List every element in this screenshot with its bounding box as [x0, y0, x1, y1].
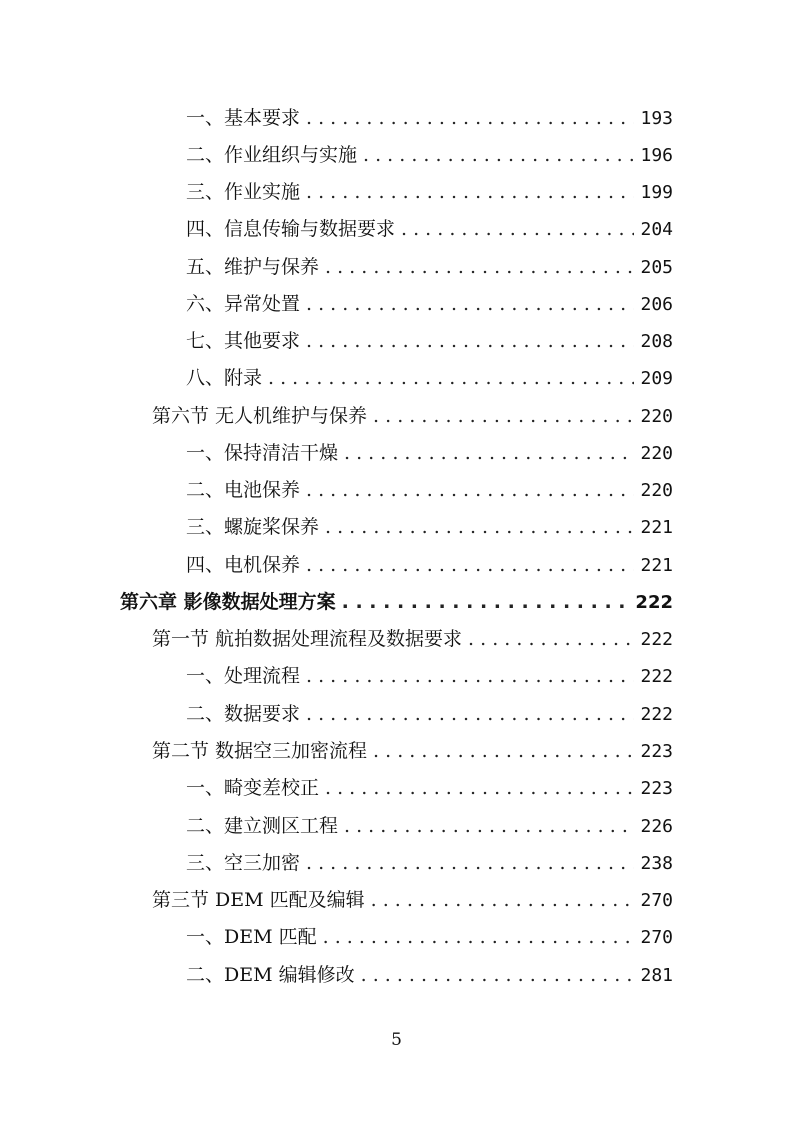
toc-entry[interactable]	[152, 398, 673, 435]
toc-entry-page: 220	[640, 406, 673, 427]
dot-leader	[306, 323, 634, 360]
toc-entry-page: 270	[640, 890, 673, 911]
toc-entry[interactable]	[186, 360, 673, 397]
toc-entry[interactable]	[152, 733, 673, 770]
toc-entry-page: 238	[640, 853, 673, 874]
dot-leader	[344, 435, 634, 472]
dot-leader	[325, 249, 634, 286]
dot-leader	[306, 658, 634, 695]
dot-leader	[363, 137, 634, 174]
dot-leader	[306, 174, 634, 211]
toc-entry[interactable]	[186, 845, 673, 882]
toc-entry-title: 第三节 DEM 匹配及编辑	[152, 889, 365, 911]
toc-entry[interactable]	[186, 808, 673, 845]
toc-entry-page: 205	[640, 257, 673, 278]
toc-entry[interactable]	[186, 435, 673, 472]
dot-leader	[268, 360, 634, 397]
toc-entry-page: 222	[635, 592, 673, 613]
page-number: 5	[391, 1030, 402, 1050]
dot-leader	[373, 398, 634, 435]
toc-entry-page: 221	[640, 555, 673, 576]
toc-entry-page: 223	[640, 778, 673, 799]
toc-entry-page: 193	[640, 108, 673, 129]
toc-entry[interactable]	[152, 882, 673, 919]
toc-entry-title: 一、DEM 匹配	[186, 926, 317, 948]
toc-entry[interactable]	[186, 509, 673, 546]
dot-leader	[323, 919, 635, 956]
toc-entry[interactable]	[186, 286, 673, 323]
dot-leader	[306, 845, 634, 882]
dot-leader	[361, 957, 635, 994]
toc-entry-page: 226	[640, 816, 673, 837]
toc-entry[interactable]	[186, 658, 673, 695]
toc-entry-title: 六、异常处置	[186, 293, 301, 315]
toc-entry[interactable]	[186, 174, 673, 211]
toc-entry-title: 一、基本要求	[186, 107, 301, 129]
toc-entry[interactable]	[186, 919, 673, 956]
toc-entry-page: 220	[640, 443, 673, 464]
dot-leader	[342, 584, 630, 621]
dot-leader	[468, 621, 634, 658]
toc-entry-title: 一、保持清洁干燥	[186, 442, 339, 464]
toc-entry[interactable]	[186, 770, 673, 807]
toc-entry-page: 281	[640, 965, 673, 986]
toc-entry[interactable]	[186, 249, 673, 286]
toc-entry[interactable]	[120, 584, 673, 621]
toc-entry-title: 八、附录	[186, 367, 263, 389]
toc-entry-page: 223	[640, 741, 673, 762]
toc-entry-page: 199	[640, 182, 673, 203]
toc-entry-page: 270	[640, 927, 673, 948]
toc-entry-title: 二、作业组织与实施	[186, 144, 358, 166]
toc-entry-title: 五、维护与保养	[186, 256, 320, 278]
dot-leader	[306, 286, 634, 323]
toc-entry-title: 七、其他要求	[186, 330, 301, 352]
toc-entry-title: 二、建立测区工程	[186, 815, 339, 837]
toc-entry-title: 二、电池保养	[186, 479, 301, 501]
toc-entry-page: 222	[640, 666, 673, 687]
toc-entry-title: 二、数据要求	[186, 703, 301, 725]
toc-entry-title: 一、畸变差校正	[186, 777, 320, 799]
dot-leader	[325, 509, 634, 546]
dot-leader	[325, 770, 634, 807]
toc-entry-page: 222	[640, 704, 673, 725]
toc-entry-page: 221	[640, 517, 673, 538]
toc-entry-title: 四、信息传输与数据要求	[186, 218, 396, 240]
toc-entry[interactable]	[186, 137, 673, 174]
dot-leader	[373, 733, 634, 770]
toc-entry-page: 220	[640, 480, 673, 501]
toc-entry-title: 第一节 航拍数据处理流程及数据要求	[152, 628, 463, 650]
toc-entry[interactable]	[152, 621, 673, 658]
toc-entry[interactable]	[186, 211, 673, 248]
toc-entry-title: 四、电机保养	[186, 554, 301, 576]
toc-entry-title: 一、处理流程	[186, 665, 301, 687]
toc-entry[interactable]	[186, 323, 673, 360]
toc-entry-title: 第六章 影像数据处理方案	[120, 591, 336, 613]
toc-entry-title: 第二节 数据空三加密流程	[152, 740, 368, 762]
dot-leader	[306, 100, 634, 137]
toc-entry-page: 222	[640, 629, 673, 650]
toc-entry-title: 三、空三加密	[186, 852, 301, 874]
toc-entry-page: 208	[640, 331, 673, 352]
toc-entry[interactable]	[186, 547, 673, 584]
toc-entry-title: 三、螺旋桨保养	[186, 516, 320, 538]
dot-leader	[371, 882, 635, 919]
dot-leader	[306, 547, 634, 584]
toc-entry[interactable]	[186, 472, 673, 509]
toc-entry[interactable]	[186, 696, 673, 733]
toc-entry[interactable]	[186, 100, 673, 137]
toc-entry-page: 196	[640, 145, 673, 166]
toc-entry-page: 206	[640, 294, 673, 315]
toc-entry-page: 204	[640, 219, 673, 240]
toc-entry-title: 三、作业实施	[186, 181, 301, 203]
dot-leader	[401, 211, 634, 248]
toc-entry[interactable]	[186, 957, 673, 994]
dot-leader	[306, 472, 634, 509]
dot-leader	[306, 696, 634, 733]
toc-entry-title: 第六节 无人机维护与保养	[152, 405, 368, 427]
toc-entry-page: 209	[640, 368, 673, 389]
toc-entry-title: 二、DEM 编辑修改	[186, 964, 355, 986]
dot-leader	[344, 808, 634, 845]
